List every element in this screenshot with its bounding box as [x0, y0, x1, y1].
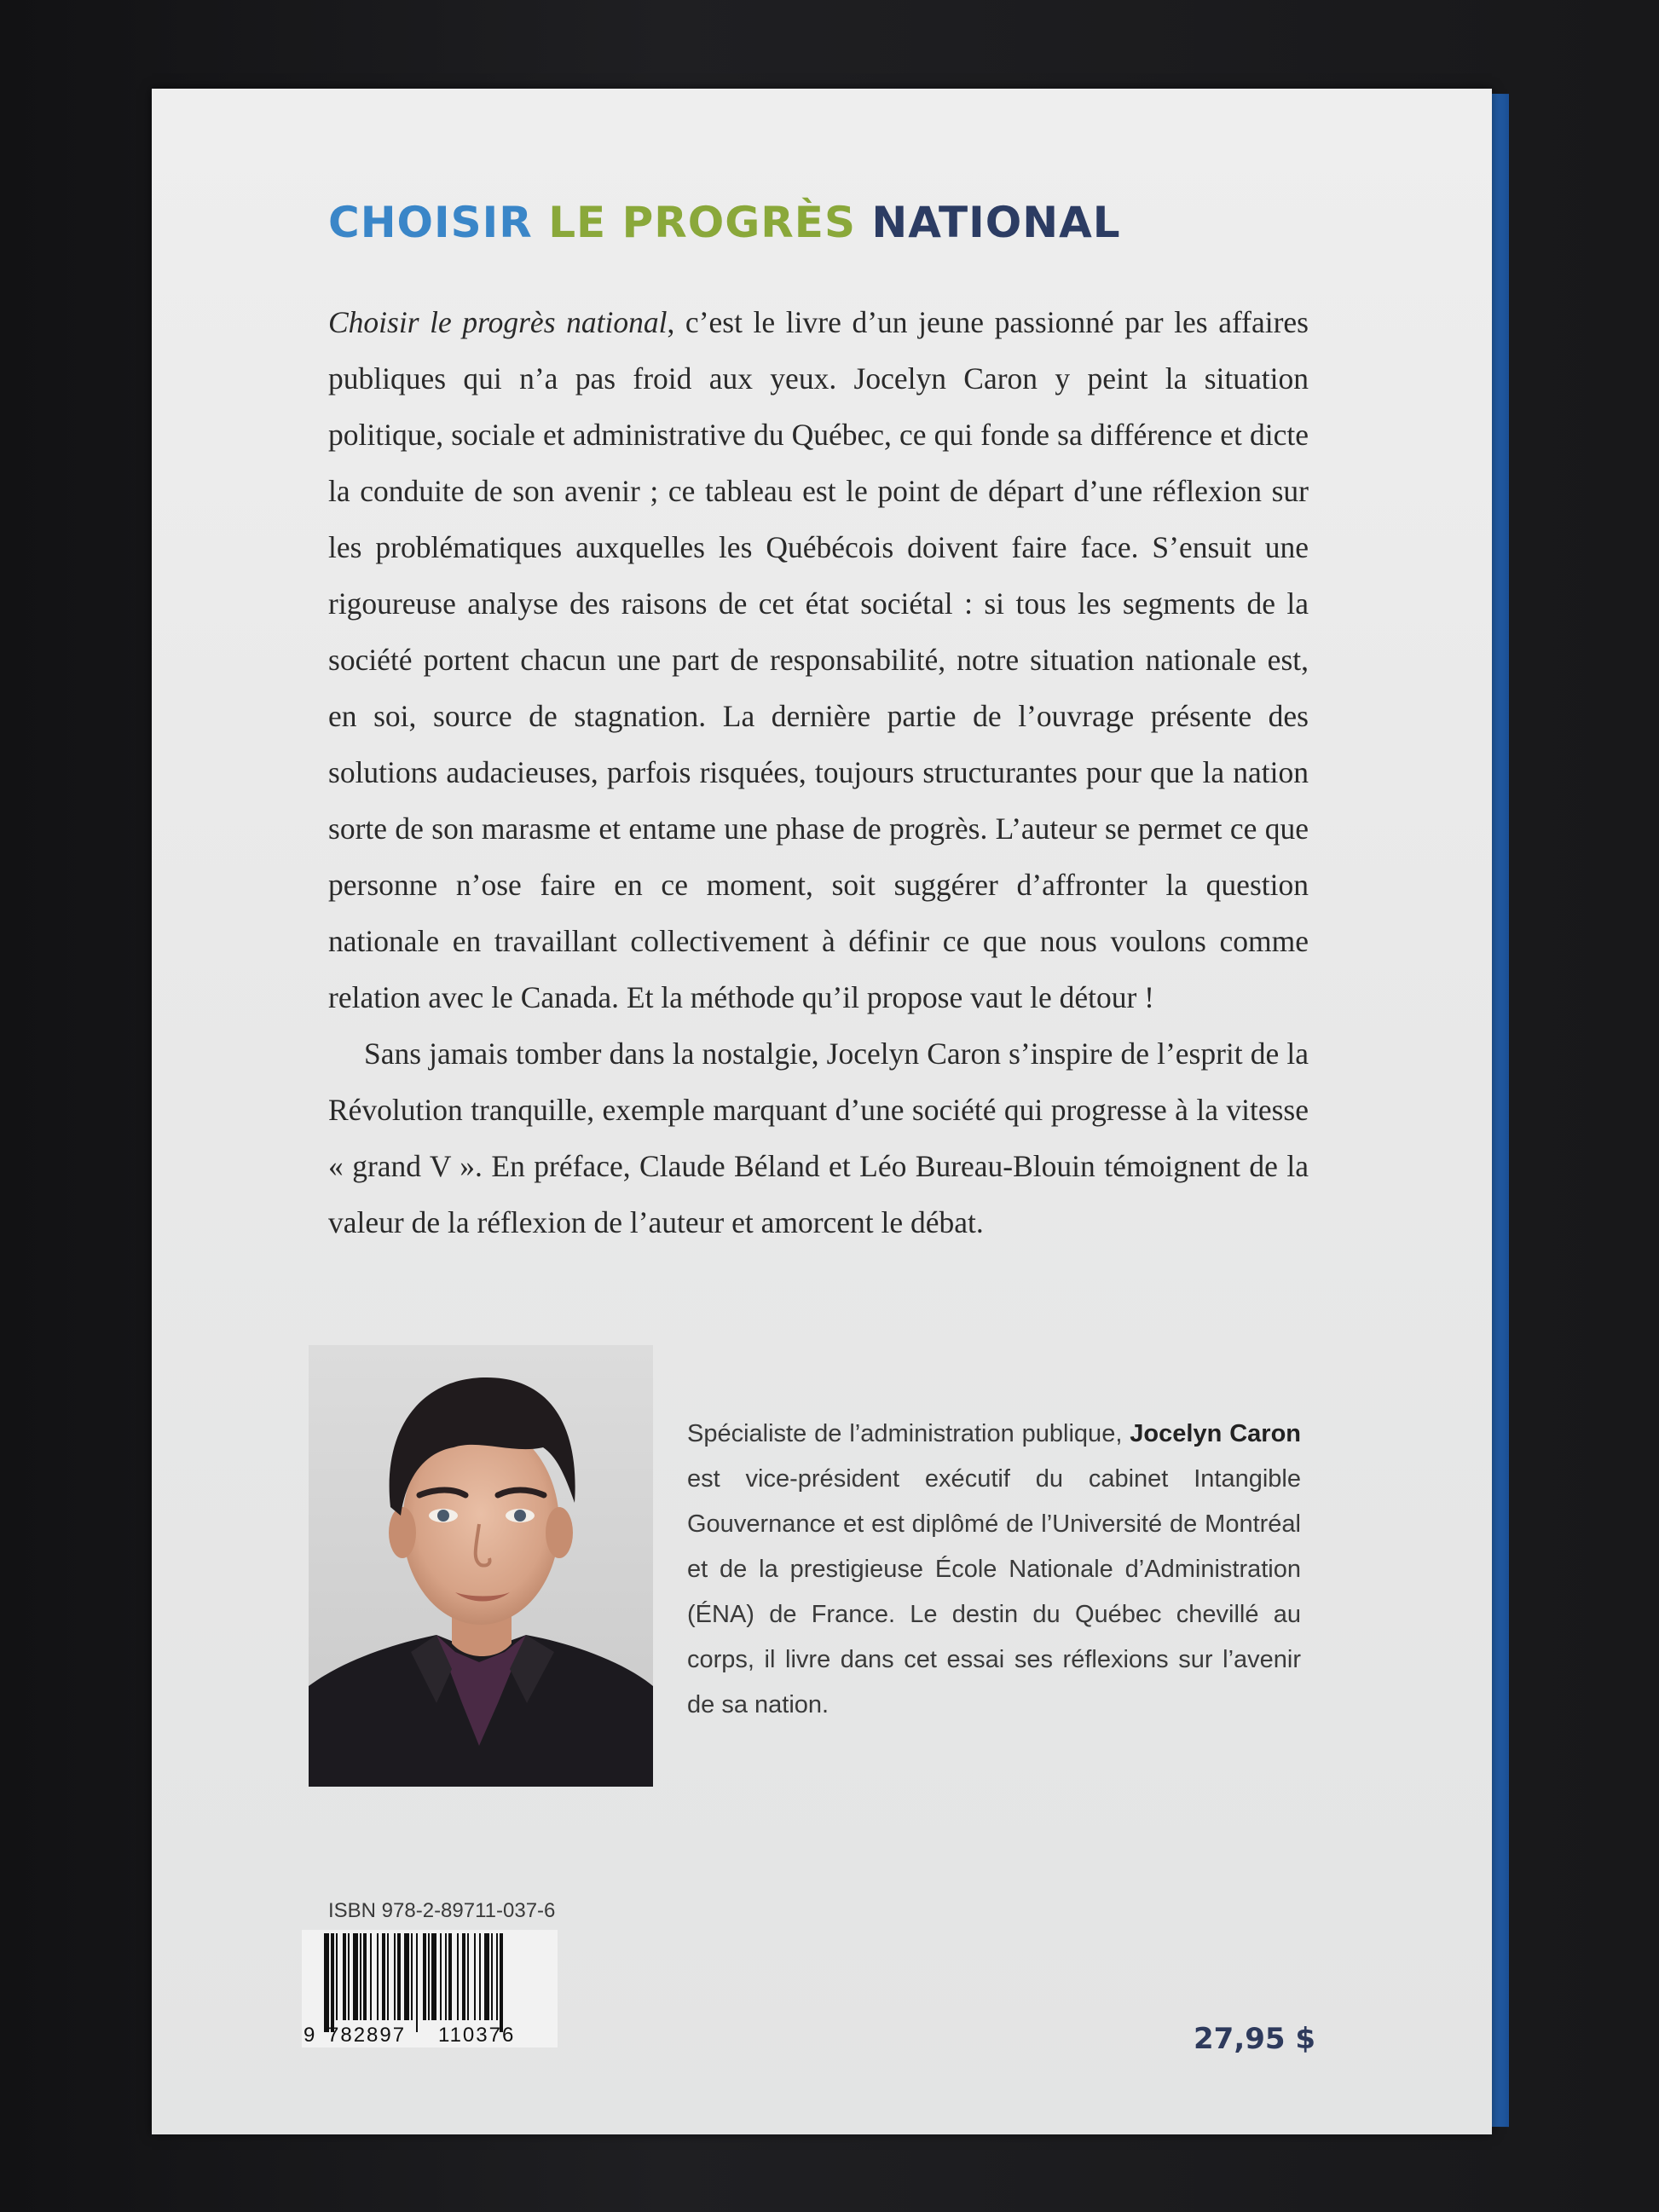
barcode-bar — [457, 1933, 459, 2020]
barcode-bar — [423, 1933, 426, 2020]
barcode-bar — [411, 1933, 413, 2020]
barcode-bar — [416, 1933, 418, 2032]
barcode-bar — [377, 1933, 379, 2020]
barcode-bar — [474, 1933, 476, 2020]
barcode-bar — [404, 1933, 409, 2020]
barcode-bar — [348, 1933, 350, 2020]
barcode-bar — [440, 1933, 442, 2020]
barcode-digits-right: 110376 — [438, 2024, 516, 2047]
blurb — [328, 294, 1309, 1250]
barcode-bar — [445, 1933, 447, 2020]
barcode-bar — [343, 1933, 346, 2020]
author-bio-text: est vice-président exécutif du cabinet Intangible Gouvernance et est diplômé de l’Université de Montréal et de la prestigieuse École Nationale d’Administration (ÉNA) de France. Le destin du Québec chevillé au corps, il livre dans cet essai ses réflexions sur l’avenir de sa nation. — [687, 1465, 1301, 1718]
blurb-book-title-italic: Choisir le progrès national — [328, 305, 668, 339]
barcode-bar — [484, 1933, 489, 2020]
barcode-bar — [353, 1933, 358, 2020]
title-word-choisir: CHOISIR — [328, 198, 533, 247]
barcode-bar — [467, 1933, 469, 2020]
barcode-bar — [496, 1933, 498, 2020]
title-word-national: NATIONAL — [871, 198, 1121, 247]
title-word-le-progres: LE PROGRÈS — [548, 198, 856, 247]
barcode-digit-lead: 9 — [303, 2024, 315, 2047]
barcode-bar — [491, 1933, 493, 2020]
barcode-digits-left: 782897 — [327, 2024, 407, 2047]
barcode-bar — [428, 1933, 430, 2020]
barcode-bar — [387, 1933, 389, 2020]
author-photo — [309, 1345, 653, 1787]
barcode — [302, 1930, 558, 2047]
barcode-bar — [397, 1933, 401, 2020]
barcode-bar — [363, 1933, 367, 2020]
author-bio-prefix: Spécialiste de l’administration publique, — [687, 1420, 1130, 1447]
barcode-bar — [324, 1933, 329, 2032]
blurb-paragraph-1-text: , c’est le livre d’un jeune passionné par les affaires publiques qui n’a pas froid aux yeux. Jocelyn Caron y peint la situation politique, sociale et administrative du Québec, ce qui fonde sa différence et dicte la conduite de son avenir ; ce tableau est le point de départ d’une réflexion sur les problématiques auxquelles les Québécois doivent faire face. S’ensuit une rigoureuse analyse des raisons de cet état sociétal : si tous les segments de la société portent chacun une part de responsabilité, notre situation nationale est, en soi, source de stagnation. La dernière partie de l’ouvrage présente des solutions audacieuses, parfois risquées, toujours structurantes pour que la nation sorte de son marasme et entame une phase de progrès. L’auteur se permet ce que personne n’ose faire en ce moment, soit suggérer d’affronter la question nationale en travaillant collectivement à définir ce que nous voulons comme relation avec le Canada. Et la méthode qu’il propose vaut le détour ! — [328, 305, 1309, 1014]
barcode-bar — [500, 1933, 503, 2032]
author-portrait-illustration — [309, 1345, 653, 1787]
author-bio — [687, 1412, 1301, 1728]
author-bio-paragraph — [687, 1412, 1301, 1728]
barcode-bar — [382, 1933, 385, 2020]
barcode-bar — [479, 1933, 481, 2020]
book-title — [328, 198, 1121, 247]
blurb-paragraph-1 — [328, 294, 1309, 1025]
price: 27,95 $ — [1194, 2022, 1316, 2056]
barcode-bar — [448, 1933, 452, 2020]
barcode-bar — [394, 1933, 396, 2020]
barcode-bar — [331, 1933, 334, 2032]
barcode-bar — [336, 1933, 338, 2020]
barcode-bar — [370, 1933, 372, 2020]
barcode-bar — [431, 1933, 436, 2020]
barcode-bar — [360, 1933, 361, 2020]
author-name: Jocelyn Caron — [1130, 1420, 1301, 1447]
barcode-bar — [462, 1933, 465, 2020]
blurb-paragraph-2: Sans jamais tomber dans la nostalgie, Jocelyn Caron s’inspire de l’esprit de la Révolution tranquille, exemple marquant d’une société qui progresse à la vitesse « grand V ». En préface, Claude Béland et Léo Bureau-Blouin témoignent de la valeur de la réflexion de l’auteur et amorcent le débat. — [328, 1037, 1309, 1239]
isbn-label: ISBN 978-2-89711-037-6 — [328, 1899, 556, 1922]
